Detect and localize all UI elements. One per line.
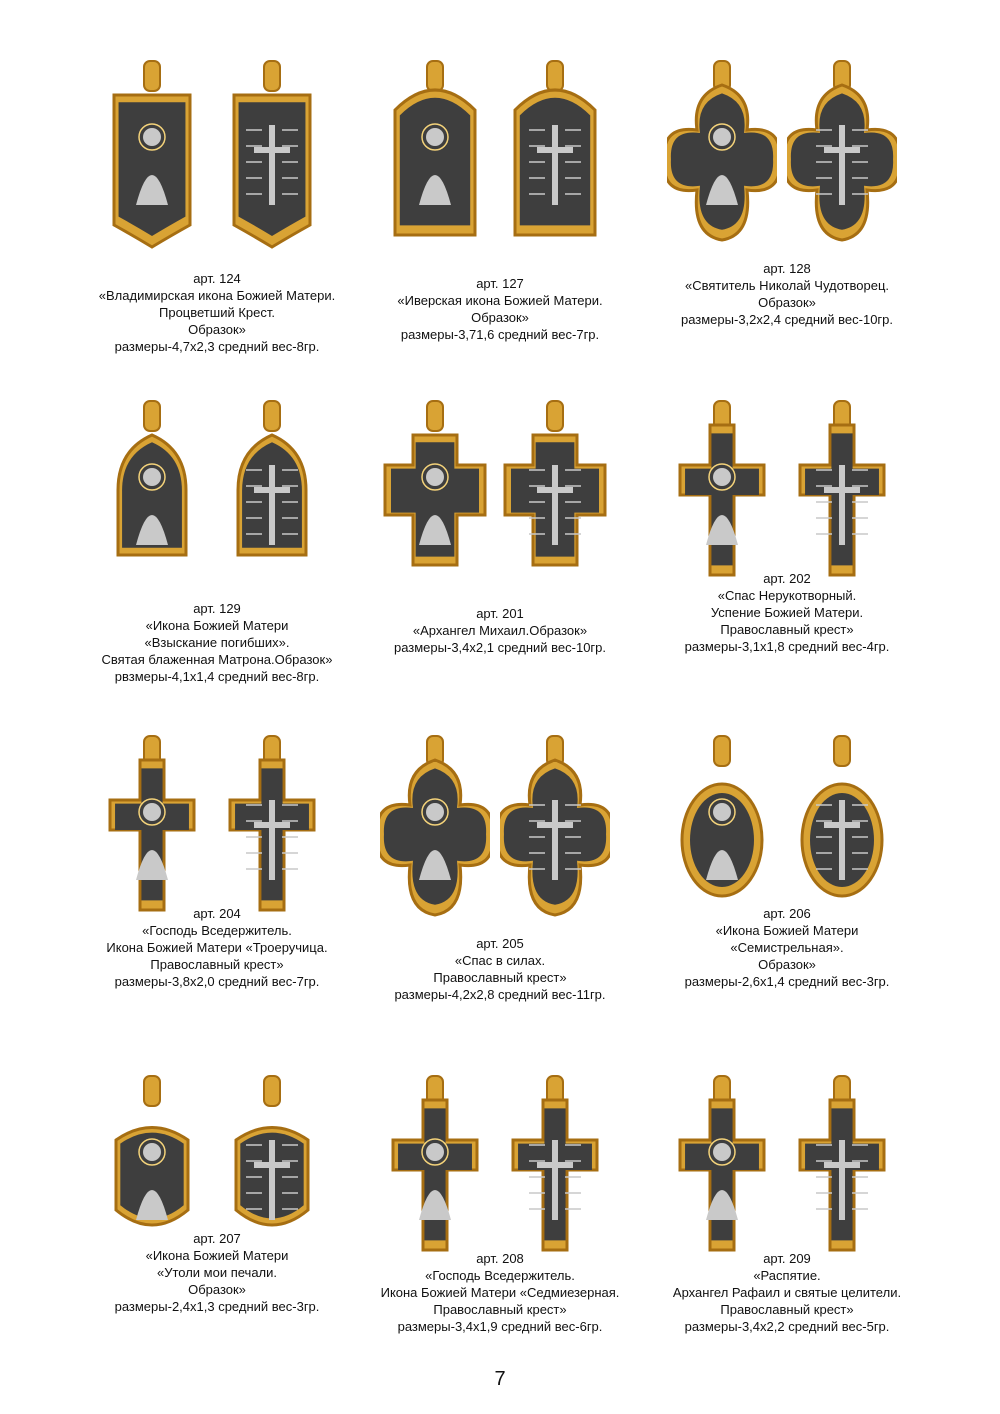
product-card xyxy=(335,395,665,655)
page-number: 7 xyxy=(494,1368,506,1390)
product-card xyxy=(52,395,382,684)
prayer-text-icon xyxy=(500,730,610,930)
pendant-images xyxy=(335,395,665,605)
saint-icon xyxy=(217,395,327,595)
product-card xyxy=(622,55,952,327)
product-title-line: «Спас Нерукотворный. xyxy=(717,588,857,603)
product-caption xyxy=(622,260,952,328)
article-number: арт. 127 xyxy=(476,276,524,291)
mother-of-god-icon xyxy=(97,395,207,595)
product-dimensions: размеры-3,4х2,1 средний вес-10гр. xyxy=(393,640,607,655)
product-caption xyxy=(52,905,382,990)
savior-icon xyxy=(667,395,777,595)
product-card xyxy=(335,730,665,1002)
product-dimensions: размеры-2,6х1,4 средний вес-3гр. xyxy=(684,974,890,989)
product-title-line: «Господь Вседержитель. xyxy=(142,923,292,938)
article-number: арт. 205 xyxy=(476,936,524,951)
pendant-images xyxy=(622,55,952,265)
dormition-icon xyxy=(787,395,897,595)
article-number: арт. 124 xyxy=(193,271,241,286)
product-title-line: Образок» xyxy=(471,310,529,325)
product-caption xyxy=(52,600,382,685)
product-caption xyxy=(622,1250,952,1335)
product-title-line: Образок» xyxy=(758,957,816,972)
product-card xyxy=(52,730,382,989)
article-number: арт. 204 xyxy=(193,906,241,921)
ornament-icon xyxy=(787,730,897,930)
product-caption xyxy=(335,605,665,656)
product-title-line: Успение Божией Матери. xyxy=(710,605,864,620)
article-number: арт. 202 xyxy=(763,571,811,586)
product-title-line: Православный крест» xyxy=(720,622,854,637)
product-title-line: Образок» xyxy=(188,322,246,337)
product-title-line: Православный крест» xyxy=(433,970,567,985)
crucifixion-icon xyxy=(667,1070,777,1270)
product-title-line: Икона Божией Матери «Троеручица. xyxy=(106,940,328,955)
article-number: арт. 207 xyxy=(193,1231,241,1246)
product-title-line: «Взыскание погибших». xyxy=(144,635,290,650)
pendant-images xyxy=(622,1070,952,1280)
product-dimensions: рвзмеры-4,1х1,4 средний вес-8гр. xyxy=(114,669,320,684)
article-number: арт. 206 xyxy=(763,906,811,921)
product-title-line: Православный крест» xyxy=(720,1302,854,1317)
product-title-line: «Семистрельная». xyxy=(730,940,844,955)
pendant-images xyxy=(335,1070,665,1280)
product-card xyxy=(335,55,665,342)
article-number: арт. 201 xyxy=(476,606,524,621)
product-caption xyxy=(335,1250,665,1335)
christ-in-glory-icon xyxy=(380,730,490,930)
product-title-line: Икона Божией Матери «Седмиезерная. xyxy=(380,1285,620,1300)
article-number: арт. 208 xyxy=(476,1251,524,1266)
product-title-line: «Святитель Николай Чудотворец. xyxy=(684,278,890,293)
product-title-line: Образок» xyxy=(188,1282,246,1297)
pendant-images xyxy=(52,395,382,605)
product-title-line: «Икона Божией Матери xyxy=(715,923,859,938)
product-caption xyxy=(622,905,952,990)
cross-icon xyxy=(217,55,327,255)
article-number: арт. 128 xyxy=(763,261,811,276)
product-dimensions: размеры-3,71,6 средний вес-7гр. xyxy=(400,327,600,342)
product-dimensions: размеры-3,2х2,4 средний вес-10гр. xyxy=(680,312,894,327)
article-number: арт. 129 xyxy=(193,601,241,616)
product-card xyxy=(622,730,952,989)
archangel-icon xyxy=(787,1070,897,1270)
product-title-line: «Иверская икона Божией Матери. xyxy=(397,293,603,308)
prayer-text-icon xyxy=(500,395,610,595)
product-title-line: «Утоли мои печали. xyxy=(156,1265,278,1280)
product-title-line: «Икона Божией Матери xyxy=(145,1248,289,1263)
mother-of-god-icon xyxy=(97,55,207,255)
product-dimensions: размеры-3,4х1,9 средний вес-6гр. xyxy=(397,1319,603,1334)
christ-pantocrator-icon xyxy=(380,1070,490,1270)
product-card xyxy=(622,1070,952,1334)
mother-of-god-icon xyxy=(380,55,490,255)
product-dimensions: размеры-3,1х1,8 средний вес-4гр. xyxy=(684,639,890,654)
saint-icon xyxy=(667,55,777,255)
archangel-icon xyxy=(380,395,490,595)
product-title-line: Образок» xyxy=(758,295,816,310)
product-title-line: Святая блаженная Матрона.Образок» xyxy=(101,652,333,667)
product-card xyxy=(52,55,382,354)
pendant-images xyxy=(335,55,665,265)
product-card xyxy=(622,395,952,654)
product-dimensions: размеры-4,7х2,3 средний вес-8гр. xyxy=(114,339,320,354)
product-title-line: «Владимирская икона Божией Матери. xyxy=(98,288,336,303)
pendant-images xyxy=(52,55,382,265)
product-title-line: «Распятие. xyxy=(753,1268,821,1283)
cross-icon xyxy=(787,55,897,255)
mother-of-god-icon xyxy=(500,1070,610,1270)
cross-icon xyxy=(500,55,610,255)
product-title-line: «Архангел Михаил.Образок» xyxy=(412,623,588,638)
product-caption xyxy=(52,270,382,355)
product-caption xyxy=(335,275,665,343)
product-title-line: «Господь Вседержитель. xyxy=(425,1268,575,1283)
pendant-images xyxy=(335,730,665,940)
product-dimensions: размеры-3,4х2,2 средний вес-5гр. xyxy=(684,1319,890,1334)
mother-of-god-icon xyxy=(667,730,777,930)
product-title-line: Процветший Крест. xyxy=(159,305,275,320)
product-dimensions: размеры-3,8х2,0 средний вес-7гр. xyxy=(114,974,320,989)
product-caption xyxy=(52,1230,382,1315)
christ-pantocrator-icon xyxy=(97,730,207,930)
product-caption xyxy=(622,570,952,655)
product-card xyxy=(52,1070,382,1314)
product-title-line: «Спас в силах. xyxy=(454,953,546,968)
product-caption xyxy=(335,935,665,1003)
product-title-line: Православный крест» xyxy=(433,1302,567,1317)
product-title-line: «Икона Божией Матери xyxy=(145,618,289,633)
product-card xyxy=(335,1070,665,1334)
product-title-line: Архангел Рафаил и святые целители. xyxy=(672,1285,902,1300)
product-title-line: Православный крест» xyxy=(150,957,284,972)
mother-of-god-icon xyxy=(217,730,327,930)
product-dimensions: размеры-2,4х1,3 средний вес-3гр. xyxy=(114,1299,320,1314)
article-number: арт. 209 xyxy=(763,1251,811,1266)
product-dimensions: размеры-4,2х2,8 средний вес-11гр. xyxy=(394,987,606,1002)
